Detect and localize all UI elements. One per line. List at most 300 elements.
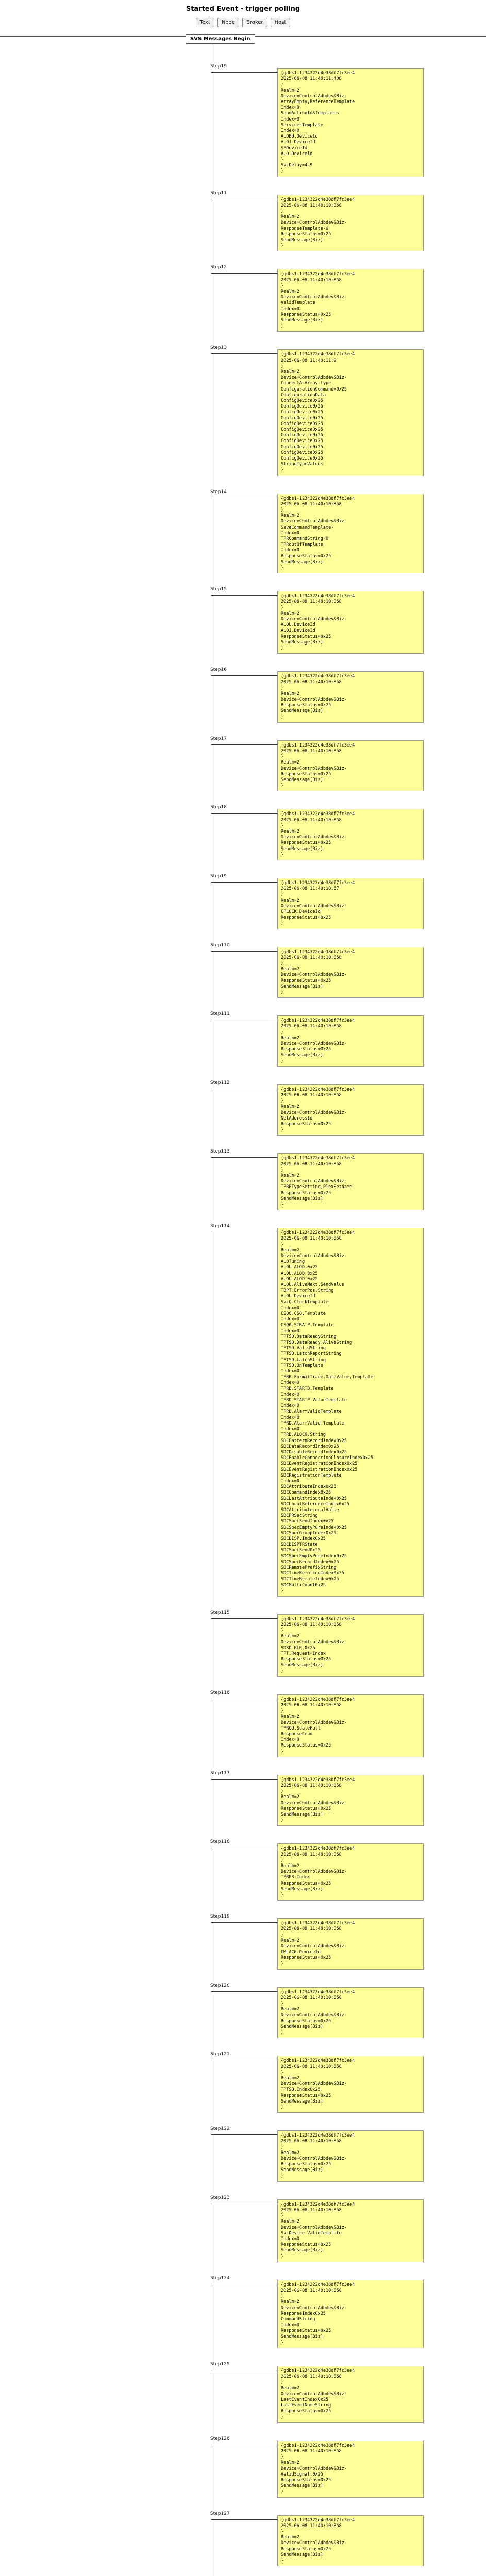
arrow-line (211, 1922, 283, 1923)
note-line: } (281, 2144, 284, 2150)
message-note[interactable] (277, 2199, 424, 2262)
note-line: Realm=2 (281, 2150, 299, 2156)
note-line: {gdbs1-1234322d4e38df7fc3ee4 (281, 811, 355, 817)
note-line: {gdbs1-1234322d4e38df7fc3ee4 (281, 2443, 355, 2448)
arrow-line (211, 2134, 283, 2135)
note-line: 2025-06-08 11:40:10:858 (281, 2523, 342, 2529)
step-label: Step12 (210, 265, 227, 270)
note-line: ResponseStatus=0x25 (281, 1657, 331, 1663)
note-line: 2025-06-08 11:40:10:57 (281, 886, 339, 892)
note-line: CommandString (281, 2317, 315, 2323)
note-line: Realm=2 (281, 1104, 299, 1110)
note-line: TPTSD.OnTemplate (281, 1363, 323, 1368)
note-line: SendMessage(Biz) (281, 846, 323, 852)
note-line: Device=ControlAdbdev&Biz- (281, 93, 347, 99)
note-line: } (281, 605, 284, 611)
note-line: Index=0 (281, 1403, 299, 1409)
broker-button[interactable]: Broker (242, 18, 267, 27)
note-line: Realm=2 (281, 289, 299, 294)
note-line: SDCEnableConnectionClosureIndex0x25 (281, 1455, 374, 1461)
note-line: 2025-06-08 11:40:10:858 (281, 2288, 342, 2293)
note-line: SendMessage(Biz) (281, 2334, 323, 2340)
note-line: SPDeviceId (281, 145, 308, 151)
step-label: Step122 (210, 2126, 230, 2132)
note-line: Device=ControlAdbdev&Biz- (281, 2156, 347, 2161)
message-note[interactable] (277, 2280, 424, 2348)
note-line: } (281, 2001, 284, 2007)
note-line: 2025-06-08 11:40:10:858 (281, 1926, 342, 1932)
note-line: TPRR.FormatTrace.DataValue,Template (281, 1375, 374, 1380)
note-line: TPRD.STARTB.Template (281, 1386, 334, 1392)
note-line: Index=0 (281, 105, 299, 111)
note-line: Index=0 (281, 530, 299, 536)
note-line: ALOU.DeviceId (281, 622, 315, 628)
message-note[interactable] (277, 494, 424, 574)
note-line: } (281, 168, 284, 174)
note-line: SendMessage(Biz) (281, 559, 323, 565)
note-line: {gdbs1-1234322d4e38df7fc3ee4 (281, 2282, 355, 2287)
note-line: 2025-06-08 11:40:10:858 (281, 1703, 342, 1708)
note-line: 2025-06-08 11:40:11:408 (281, 76, 342, 82)
message-note[interactable] (277, 269, 424, 332)
note-line: SDCSpecGroupIndex0x25 (281, 1530, 337, 1536)
note-line: ResponseStatus=0x25 (281, 2546, 331, 2552)
note-line: TPTSD.DataReady.AliveString (281, 1340, 353, 1346)
note-line: SDCRegistrationTemplate (281, 1472, 342, 1478)
note-line: Realm=2 (281, 2535, 299, 2540)
message-note[interactable] (277, 2441, 424, 2498)
note-line: ResponseStatus=0x25 (281, 2093, 331, 2098)
note-line: 2025-06-08 11:40:10:858 (281, 2208, 342, 2213)
note-line: Realm=2 (281, 2219, 299, 2225)
note-line: {gdbs1-1234322d4e38df7fc3ee4 (281, 71, 355, 76)
note-line: ResponseStatus=0x25 (281, 1190, 331, 1196)
note-line: {gdbs1-1234322d4e38df7fc3ee4 (281, 1018, 355, 1024)
note-line: Device=ControlAdbdev&Biz- (281, 1944, 347, 1949)
note-line: 2025-06-08 11:40:10:858 (281, 1236, 342, 1242)
note-line: {gdbs1-1234322d4e38df7fc3ee4 (281, 674, 355, 680)
text-button[interactable]: Text (196, 18, 214, 27)
note-line: Realm=2 (281, 1035, 299, 1041)
note-line: Device=ControlAdbdev&Biz- (281, 2012, 347, 2018)
note-line: Realm=2 (281, 2007, 299, 2012)
message-note[interactable] (277, 2130, 424, 2182)
note-line: TPTSD.LatchReportString (281, 1351, 342, 1357)
note-line: SendMessage(Biz) (281, 777, 323, 783)
message-note[interactable] (277, 2366, 424, 2423)
note-line: {gdbs1-1234322d4e38df7fc3ee4 (281, 1616, 355, 1622)
step-label: Step16 (210, 667, 227, 673)
step-label: Step124 (210, 2275, 230, 2281)
note-line: } (281, 714, 284, 720)
note-line: SDCPRSecString (281, 1513, 318, 1519)
note-line: } (281, 467, 284, 473)
note-line: ALO.DeviceId (281, 151, 313, 157)
note-line: ResponseStatus=0x25 (281, 2162, 331, 2167)
note-line: } (281, 2294, 284, 2299)
note-line: } (281, 1058, 284, 1064)
note-line: SendMessage(Biz) (281, 1663, 323, 1668)
message-note[interactable] (277, 1987, 424, 2039)
note-line: } (281, 1242, 284, 1247)
note-line: Index=0 (281, 2323, 299, 2328)
note-line: {gdbs1-1234322d4e38df7fc3ee4 (281, 1697, 355, 1702)
note-line: 2025-06-08 11:40:10:858 (281, 2064, 342, 2070)
message-note[interactable] (277, 349, 424, 476)
note-line: Realm=2 (281, 369, 299, 375)
note-line: ConnectAsArray-type (281, 381, 331, 386)
note-line: } (281, 2070, 284, 2075)
note-line: Realm=2 (281, 513, 299, 519)
note-line: {gdbs1-1234322d4e38df7fc3ee4 (281, 742, 355, 748)
note-line: SDCEventRegistrationIndex0x25 (281, 1467, 358, 1472)
note-line: {gdbs1-1234322d4e38df7fc3ee4 (281, 880, 355, 886)
step-label: Step119 (210, 1914, 230, 1920)
note-line: Index=0 (281, 128, 299, 134)
note-line: 2025-06-08 11:40:10:858 (281, 2449, 342, 2454)
note-line: Device=ControlAdbdev&Biz- (281, 1110, 347, 1115)
note-line: Device=ControlAdbdev&Biz- (281, 835, 347, 840)
note-line: ResponseStatus=0x25 (281, 840, 331, 846)
note-line: } (281, 1588, 284, 1594)
note-line: SDCPatternRecordIndex0x25 (281, 1438, 347, 1444)
note-line: ConfigDevice0x25 (281, 456, 323, 462)
note-line: Realm=2 (281, 829, 299, 834)
note-line: SvcQ.ClockTemplate (281, 1299, 329, 1305)
note-line: SDCAttributeIndex0x25 (281, 1484, 337, 1490)
note-line: } (281, 685, 284, 691)
note-line: ALOU.ALOD.0x25 (281, 1270, 318, 1276)
note-line: } (281, 157, 284, 163)
note-line: 2025-06-08 11:40:10:858 (281, 817, 342, 823)
note-line: {gdbs1-1234322d4e38df7fc3ee4 (281, 594, 355, 599)
arrow-line (211, 675, 283, 676)
step-label: Step19 (210, 64, 227, 69)
note-line: } (281, 921, 284, 926)
note-line: ResponseStatus=0x25 (281, 1880, 331, 1886)
arrow-line (211, 1618, 283, 1619)
note-line: {gdbs1-1234322d4e38df7fc3ee4 (281, 496, 355, 501)
note-line: SaveCommandTemplate- (281, 524, 334, 530)
note-line: 2025-06-08 11:40:10:858 (281, 1852, 342, 1857)
note-line: SDCTimeRemoteIndex0x25 (281, 1577, 339, 1582)
note-line: Device=ControlAdbdev&Biz- (281, 1179, 347, 1184)
note-line: TPRD.AlarmValidTemplate (281, 1409, 342, 1415)
message-note[interactable] (277, 809, 424, 860)
note-line: NetAddressId (281, 1115, 313, 1121)
note-line: 2025-06-08 11:40:10:858 (281, 277, 342, 283)
note-line: 2025-06-08 11:40:10:858 (281, 1995, 342, 2001)
note-line: Device=ControlAdbdev&Biz- (281, 903, 347, 909)
note-line: ResponseStatus=0x25 (281, 703, 331, 708)
note-line: {gdbs1-1234322d4e38df7fc3ee4 (281, 2201, 355, 2207)
note-line: Device=ControlAdbdev&Biz- (281, 697, 347, 702)
note-line: } (281, 2558, 284, 2564)
note-line: CSQ0.CSQ.Template (281, 1311, 326, 1317)
message-note[interactable] (277, 740, 424, 792)
note-line: TPTSD.ValidString (281, 1346, 326, 1351)
note-line: } (281, 961, 284, 966)
arrow-line (211, 813, 283, 814)
step-label: Step110 (210, 942, 230, 948)
note-line: } (281, 1961, 284, 1967)
step-label: Step115 (210, 1609, 230, 1615)
note-line: SDCLocalReferenceIndex0x25 (281, 1501, 350, 1507)
note-line: } (281, 1857, 284, 1863)
note-line: Index=0 (281, 1317, 299, 1323)
note-line: SDCRemotePrefixString (281, 1565, 337, 1570)
note-line: TPRD.STARTP.ValueTemplate (281, 1398, 347, 1403)
note-line: TPRoutOfTemplate (281, 542, 323, 548)
note-line: ALOU.ALOD.0x25 (281, 1265, 318, 1270)
message-note[interactable] (277, 1084, 424, 1136)
note-line: TPTSD.DataReadyString (281, 1334, 337, 1340)
note-line: SDCAttributeLocalValue (281, 1507, 339, 1513)
note-line: Realm=2 (281, 214, 299, 220)
note-line: SDCLastAttributeIndex0x25 (281, 1496, 347, 1501)
note-line: SendMessage(Biz) (281, 639, 323, 645)
note-line: ConfigDevice0x25 (281, 438, 323, 444)
note-line: } (281, 1127, 284, 1133)
message-note[interactable] (277, 1775, 424, 1826)
note-line: Realm=2 (281, 1938, 299, 1943)
node-button[interactable]: Node (217, 18, 239, 27)
note-line: } (281, 507, 284, 513)
step-label: Step118 (210, 1839, 230, 1845)
step-label: Step126 (210, 2436, 230, 2442)
note-line: Device=ControlAdbdev&Biz- (281, 1720, 347, 1725)
note-line: } (281, 892, 284, 897)
note-line: Realm=2 (281, 967, 299, 972)
arrow-line (211, 595, 283, 596)
note-line: } (281, 2030, 284, 2036)
step-label: Step113 (210, 1149, 230, 1155)
note-line: } (281, 2173, 284, 2179)
step-label: Step11 (210, 190, 227, 196)
note-line: SendActionId&Templates (281, 111, 339, 116)
message-note[interactable] (277, 68, 424, 177)
note-line: ALOJ.DeviceId (281, 140, 315, 145)
note-line: ConfigDevice0x25 (281, 444, 323, 450)
note-line: ValidTemplate (281, 300, 315, 306)
note-line: Device=ControlAdbdev&Biz- (281, 2540, 347, 2546)
note-line: } (281, 1708, 284, 1714)
note-line: Index=0 (281, 1478, 299, 1484)
note-line: ResponseStatus=0x25 (281, 1047, 331, 1053)
note-line: Realm=2 (281, 1714, 299, 1720)
step-label: Step17 (210, 736, 227, 741)
step-label: Step116 (210, 1690, 230, 1696)
arrow-line (211, 1991, 283, 1992)
note-line: {gdbs1-1234322d4e38df7fc3ee4 (281, 1777, 355, 1783)
note-line: LastEventNameString (281, 2403, 331, 2409)
step-label: Step19 (210, 874, 227, 879)
note-line: Realm=2 (281, 1173, 299, 1178)
note-line: } (281, 783, 284, 789)
message-note[interactable] (277, 947, 424, 998)
note-line: } (281, 363, 284, 369)
note-line: ResponseStatus=0x25 (281, 2409, 331, 2414)
note-line: 2025-06-08 11:40:10:858 (281, 501, 342, 507)
note-line: SendMessage(Biz) (281, 1812, 323, 1818)
note-line: Device=ControlAdbdev&Biz- (281, 972, 347, 978)
step-label: Step125 (210, 2362, 230, 2367)
note-line: SDCSpecEmptyPureIndex0x25 (281, 1553, 347, 1559)
note-line: } (281, 852, 284, 857)
note-line: Device=ControlAdbdev&Biz- (281, 617, 347, 622)
note-line: ALOU.AliveNext.SendValue (281, 1282, 344, 1288)
note-line: 2025-06-08 11:40:10:858 (281, 599, 342, 605)
step-label: Step117 (210, 1770, 230, 1776)
note-line: } (281, 1668, 284, 1674)
note-line: } (281, 209, 284, 214)
note-line: CMLACK.DeviceId (281, 1950, 321, 1955)
note-line: ResponseStatus=0x25 (281, 915, 331, 921)
note-line: SDCTimeRemotingIndex0x25 (281, 1571, 344, 1577)
note-line: 2025-06-08 11:40:10:858 (281, 749, 342, 754)
note-line: Device=ControlAdbdev&Biz- (281, 766, 347, 771)
step-label: Step13 (210, 345, 227, 351)
note-line: TPTSD.LatchString (281, 1357, 326, 1363)
note-line: {gdbs1-1234322d4e38df7fc3ee4 (281, 197, 355, 202)
note-line: SendMessage(Biz) (281, 708, 323, 714)
step-label: Step114 (210, 1224, 230, 1229)
note-line: Realm=2 (281, 760, 299, 766)
note-line: ValidSignal.0x25 (281, 2471, 323, 2477)
note-line: Realm=2 (281, 1794, 299, 1800)
note-line: Device=ControlAdbdev&Biz- (281, 519, 347, 524)
note-line: } (281, 2454, 284, 2460)
note-line: ConfigDevice0x25 (281, 421, 323, 427)
message-note[interactable] (277, 195, 424, 252)
step-label: Step120 (210, 1982, 230, 1988)
note-line: Index=0 (281, 1369, 299, 1375)
note-line: StringTypeValues (281, 462, 323, 467)
message-note[interactable] (277, 671, 424, 723)
note-line: 2025-06-08 11:40:10:858 (281, 2139, 342, 2144)
note-line: CSQ0.STRATP.Template (281, 1323, 334, 1328)
arrow-line (211, 882, 283, 883)
note-line: SDCDISPTRState (281, 1542, 318, 1548)
note-line: SendMessage(Biz) (281, 1053, 323, 1058)
note-line: } (281, 2213, 284, 2219)
note-line: } (281, 1818, 284, 1823)
note-line: Realm=2 (281, 2299, 299, 2305)
note-line: SendMessage(Biz) (281, 2483, 323, 2489)
message-note[interactable] (277, 591, 424, 654)
note-line: Index=0 (281, 116, 299, 122)
message-note[interactable] (277, 878, 424, 929)
note-line: Device=ControlAdbdev&Biz- (281, 2391, 347, 2397)
step-label: Step15 (210, 587, 227, 592)
note-line: Device=ControlAdbdev&Biz- (281, 1041, 347, 1046)
step-label: Step127 (210, 2511, 230, 2516)
note-line: } (281, 2253, 284, 2259)
note-line: 2025-06-08 11:40:10:858 (281, 680, 342, 685)
note-line: ResponseStatus=0x25 (281, 1955, 331, 1961)
note-line: {gdbs1-1234322d4e38df7fc3ee4 (281, 2058, 355, 2064)
host-button[interactable]: Host (271, 18, 291, 27)
message-note[interactable] (277, 1153, 424, 1210)
note-line: ConfigDevice0x25 (281, 398, 323, 404)
page-title: Started Event - trigger polling (186, 5, 300, 13)
note-line: Realm=2 (281, 2385, 299, 2391)
arrow-line (211, 72, 283, 73)
note-line: ConfigDevice0x25 (281, 415, 323, 421)
note-line: 2025-06-08 11:40:10:858 (281, 2374, 342, 2380)
note-line: Device=ControlAdbdev&Biz- (281, 2466, 347, 2471)
message-note[interactable] (277, 1228, 424, 1597)
note-line: {gdbs1-1234322d4e38df7fc3ee4 (281, 1156, 355, 1161)
arrow-line (211, 1779, 283, 1780)
arrow-line (211, 273, 283, 274)
note-line: TPRCU.ScaleFull (281, 1725, 321, 1731)
note-line: ResponseStatus=0x25 (281, 1743, 331, 1749)
message-note[interactable] (277, 1694, 424, 1757)
note-line: Realm=2 (281, 2460, 299, 2466)
note-line: SDCSpecRecordIndex0x25 (281, 1559, 339, 1565)
note-line: Index=0 (281, 1380, 299, 1386)
message-note[interactable] (277, 1918, 424, 1970)
note-line: } (281, 1167, 284, 1173)
message-note[interactable] (277, 2056, 424, 2113)
note-line: ConfigDevice0x25 (281, 427, 323, 433)
note-line: ResponseStatus=0x25 (281, 2018, 331, 2024)
note-line: {gdbs1-1234322d4e38df7fc3ee4 (281, 352, 355, 358)
note-line: SDCEventRegistrationIndex0x25 (281, 1461, 358, 1467)
arrow-line (211, 1157, 283, 1158)
top-button-row (0, 18, 486, 27)
note-line: ConfigDevice0x25 (281, 410, 323, 415)
note-line: {gdbs1-1234322d4e38df7fc3ee4 (281, 272, 355, 277)
note-line: Index=0 (281, 1415, 299, 1420)
message-note[interactable] (277, 1614, 424, 1677)
step-label: Step111 (210, 1011, 230, 1017)
note-line: } (281, 243, 284, 249)
note-line: TPTSD.Index0x25 (281, 2087, 321, 2093)
note-line: SDSD.BLR.0x25 (281, 1645, 315, 1651)
note-line: SDCSpecSend0x25 (281, 1548, 321, 1553)
note-line: 2025-06-08 11:40:10:858 (281, 1622, 342, 1628)
note-line: TPRCommandString=0 (281, 536, 329, 542)
step-label: Step18 (210, 805, 227, 810)
note-line: } (281, 1932, 284, 1938)
note-line: } (281, 1628, 284, 1634)
note-line: SDCSpecEmptyPureIndex0x25 (281, 1524, 347, 1530)
note-line: ResponseStatus=0x25 (281, 2328, 331, 2334)
message-note[interactable] (277, 1843, 424, 1901)
note-line: Device=ControlAdbdev&Biz- (281, 1639, 347, 1645)
step-label: Step123 (210, 2195, 230, 2200)
note-line: TPT.Request=Index (281, 1651, 326, 1657)
note-line: Device=ControlAdbdev&Biz- (281, 1800, 347, 1806)
note-line: ResponseStatus=0x25 (281, 978, 331, 984)
note-line: SendMessage(Biz) (281, 318, 323, 324)
note-line: {gdbs1-1234322d4e38df7fc3ee4 (281, 1846, 355, 1852)
note-line: LastEventIndex0x25 (281, 2397, 329, 2403)
note-line: Device=ControlAdbdev&Biz- (281, 2081, 347, 2087)
note-line: ALOTuning (281, 1259, 305, 1265)
note-line: SDCMultiCount0x25 (281, 1582, 326, 1588)
message-note[interactable] (277, 1015, 424, 1067)
note-line: ServicesTemplate (281, 122, 323, 128)
note-line: } (281, 1749, 284, 1754)
note-line: ResponseStatus=0x25 (281, 1806, 331, 1811)
message-note[interactable] (277, 2515, 424, 2567)
note-line: SendMessage(Biz) (281, 2024, 323, 2030)
note-line: 2025-06-08 11:40:11:9 (281, 358, 337, 363)
note-line: ResponseStatus=0x25 (281, 1122, 331, 1127)
